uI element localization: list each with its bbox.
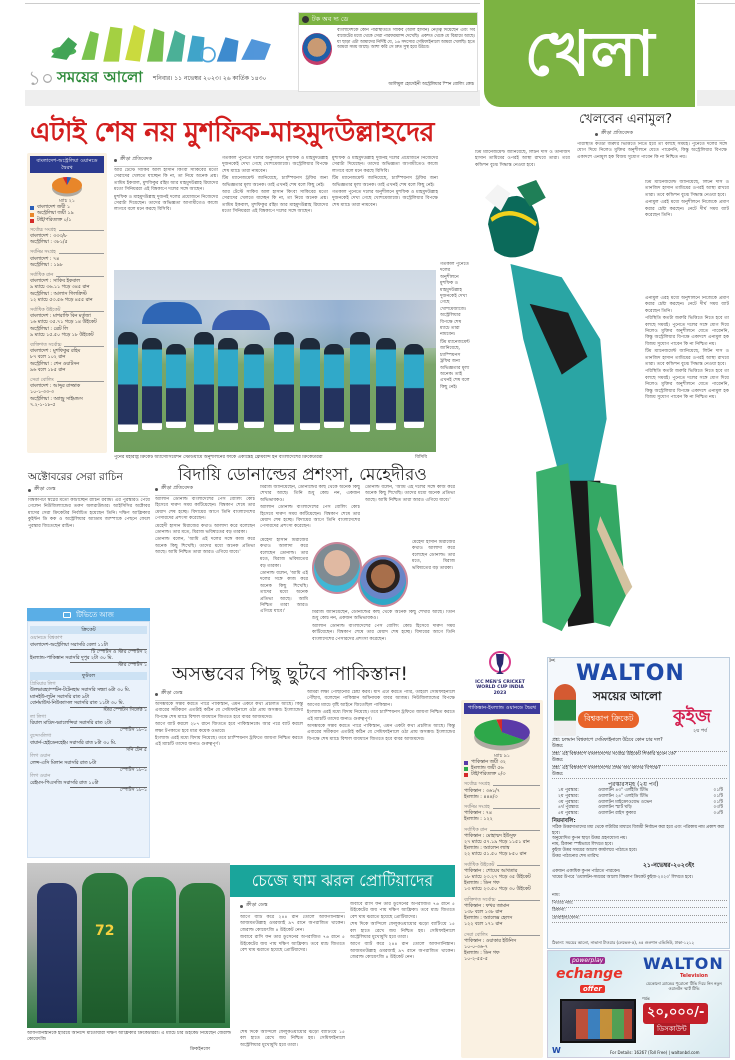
lead-body-col-3: মুশফিক ও মাহমুদউল্লাহ দুজনই দলের প্রয়োজনে নিজেদের সেরাটা দিয়েছেন। তাদের অভিজ্ঞতা আগামীতেও কাজে লাগবে বলে মনে করছে বিসিবি। টিম ম্যানেজমেন্ট জানিয়েছে, চ্যাম্পিয়নস ট্রফির জন্য অভিজ্ঞতার মূল্য অনেক। তাই এখনই শেষ বলে কিছু নেই। গতকাল পুনেতে দলের অনুশীলনে মুশফিক ও মাহমুদউল্লাহ দুজনকেই দেখা গেছে খোশমেজাজে। অস্ট্রেলিয়ার বিপক্ষে শেষ ম্যাচে তারা নামবেন। bbox=[332, 156, 438, 208]
apple-icon bbox=[302, 16, 309, 23]
form-field[interactable]: মোবাইল/ফোন: bbox=[552, 916, 727, 924]
stat-section-title: সর্বাধিক উইকেট bbox=[464, 863, 540, 869]
cricketer-illustration bbox=[554, 684, 576, 736]
prize-item: ওয়ালটন ৪৩" এলইডি টিভি bbox=[598, 788, 649, 793]
prizes-list bbox=[558, 788, 723, 817]
tv-competition: লা লিগা bbox=[30, 714, 46, 720]
tv-guide-category: ক্রিকেট bbox=[30, 626, 147, 634]
bd-aus-pie-chart bbox=[30, 174, 104, 198]
quiz-question: প্রশ্ন: এই বিশ্বকাপে বাংলাদেশের প্রথম জয় কাদের বিপক্ষে? bbox=[552, 765, 661, 771]
story2-body: বিশ্বকাপটা স্বপ্নের মতো কাটাচ্ছেন রাচিন রবীন্দ্র। এর পুরস্কারও পেয়ে গেলেন নিউজিল্যান্ডের তরুণ অলরাউন্ডার। আইসিসির অক্টোবর মাসের সেরা ক্রিকেটার নির্বাচিত হয়েছেন তিনি। দক্ষিণ আফ্রিকার কুইন্টন ডি কক ও অস্ট্রেলিয়ার অ্যাডাম জাম্পাকে পেছনে ফেলে পুরস্কার জিতেছেন রাচিন। bbox=[28, 498, 150, 529]
bd-aus-matches: ম্যাচ ২১ bbox=[59, 199, 75, 204]
rule-item: নাম, ঠিকানা স্পষ্টভাবে লিখতে হবে। bbox=[552, 842, 613, 848]
stat-line: ইংল্যান্ড : অ্যালেক্স হেলস bbox=[464, 916, 513, 922]
stat-line: ১০-১-৩৩-৩ bbox=[30, 390, 54, 396]
stat-line: ২৭ ম্যাচে ৫৭.১৯ গড়ে ১১৫১ রান bbox=[464, 839, 530, 845]
walton-w-logo: W bbox=[552, 1046, 561, 1055]
stat-line: ৮৭ বলে ১০২ রান bbox=[30, 355, 66, 361]
tv-match: ইংল্যান্ড-পাকিস্তান সরাসরি দুপুর ২টা ৩০ মি. bbox=[30, 656, 113, 662]
tv-screen-tiles bbox=[576, 1009, 632, 1039]
stat-line: ইংল্যান্ড : অ্যালেন ল্যাম্ব bbox=[464, 846, 510, 852]
stat-section-title: সর্বনিম্ন সংগ্রহ bbox=[30, 250, 104, 256]
stat-line: ইংল্যান্ড : ডিন গফ bbox=[464, 881, 500, 887]
trophy-icon bbox=[488, 650, 512, 676]
date-line: শনিবার। ১১ নভেম্বর ২০২৩। ২৬ কার্তিক ১৪৩০ bbox=[153, 75, 267, 82]
pak-eng-pie-chart bbox=[465, 716, 539, 752]
right-story-body: পরিস্থিতি কতটা জরুরি ভিত্তিতে নিতে হবে তা বলছে সময়ই। পুনেতে দলের সঙ্গে যোগ দিয়ে নিলেও মুক্তির অনুশীলনে যেতে পারেননি, কিন্তু অস্ট্রেলিয়ার বিপক্ষে একাদশে এনামুল হক বিজয় সুযোগ পাবেন কি না নিশ্চিত নয়। bbox=[577, 142, 727, 160]
bd-aus-stats-title: বাংলাদেশ-অস্ট্রেলিয়া ওয়ানডে দ্বৈরথ bbox=[30, 156, 104, 173]
stat-section-title: সর্বাধিক রান bbox=[30, 273, 104, 279]
world-cup-logo bbox=[470, 650, 530, 698]
form-field[interactable]: পিতার নাম: bbox=[552, 901, 727, 909]
tv-competition: লিগ ওয়ান bbox=[30, 774, 51, 780]
stat-line: ৯ ম্যাচে ৩৬.১১ গড়ে ৩৪৫ রান bbox=[30, 285, 90, 291]
prize-qty: ০১টি bbox=[713, 788, 723, 793]
donald-portrait bbox=[312, 542, 362, 594]
tv-channel: স্পোর্টস ১৮-১ bbox=[70, 727, 147, 734]
sports-silhouettes-illustration bbox=[40, 18, 280, 66]
story5-body-col-2: জবাবে রাসি ফন ডার ডুসেনের অপরাজিত ৭৬ রানে ৫ উইকেটের জয় পায় দক্ষিণ আফ্রিকা। তবে ম্যাচ জিততে বেশ ঘাম ঝরাতে হয়েছে প্রোটিয়াদের। শেষ দিকে আন্দিলে ফেলুকওয়ায়োর ঝড়ো ব্যাটিংয়ে ১৫ বল হাতে রেখে জয় নিশ্চিত হয়। সেমিফাইনালে অস্ট্রেলিয়ার মুখোমুখি হবে তারা। আগে ব্যাট করে ২৪৪ রান তোলে আফগানিস্তান। আজমতউল্লাহ ওমরজাই ৯৭ রানে অপরাজিত থাকেন। জেরাল্ড কোয়েৎজি ৪ উইকেট নেন। bbox=[350, 902, 455, 961]
tv-match: ম্যানইউ-লুটন সরাসরি রাত ৯টা bbox=[30, 694, 90, 700]
legend-label: টাই/পরিত্যক্ত ০/৩ bbox=[471, 772, 506, 778]
stat-line: ১২ ম্যাচে ৫৩.৫৬ গড়ে ৪৫৫ রান bbox=[30, 297, 93, 303]
stat-line: অস্ট্রেলিয়া : আলাস গিলক্রিস্ট bbox=[30, 291, 87, 297]
tv-channel: স্পোর্টস ১৮-১ bbox=[70, 767, 147, 774]
prize-row bbox=[558, 811, 723, 817]
right-story-headline: খেলবেন এনামুল? bbox=[579, 112, 673, 127]
story5-headline-band bbox=[230, 865, 455, 897]
rule-item: খামের উপরে 'ওয়ালটন-সময়ের আলো বিশ্বকাপ ক্রিকেট কুইজ-২০২৩' লিখতে হবে। bbox=[552, 874, 693, 880]
form-field[interactable]: নাম: bbox=[552, 893, 727, 901]
stat-line: ৯৬ বলে ১৮৫ রান bbox=[30, 367, 66, 373]
tv-product: Television bbox=[680, 973, 708, 979]
tv-match: বোর্নমাউথ-নিউক্যাসল সরাসরি রাত ১১টা ৩০ মি. bbox=[30, 700, 125, 706]
tv-channel: স্টার স্পোর্টস ১ bbox=[70, 662, 147, 669]
stat-line: ২২ ম্যাচে ৫১.৫০ গড়ে ৮৫০ রান bbox=[464, 852, 527, 858]
masthead-bottom-band bbox=[25, 90, 480, 106]
prize-rank: ৫ম পুরস্কার: bbox=[558, 811, 579, 817]
discount-label: পর্যন্ত bbox=[642, 996, 650, 1001]
right-story-body-col-3: এনামুল এরই মধ্যে অনুশীলনে নিজেকে প্রমাণ করার চেষ্টা করছেন। নেটে দীর্ঘ সময় ব্যাট করেছেন তিনি। পরিস্থিতি কতটা জরুরি ভিত্তিতে নিতে হবে তা বলছে সময়ই। পুনেতে দলের সঙ্গে যোগ দিয়ে নিলেও মুক্তির অনুশীলনে যেতে পারেননি, কিন্তু অস্ট্রেলিয়ার বিপক্ষে একাদশে এনামুল হক বিজয় সুযোগ পাবেন কি না নিশ্চিত নয়। টিম ম্যানেজমেন্ট জানিয়েছে, লিটন দাস ও তানজিদ হাসান তামিমের ওপরই আস্থা রাখবে তারা। তবে কন্ডিশন বুঝে সিদ্ধান্ত নেওয়া হবে। পরিস্থিতি কতটা জরুরি ভিত্তিতে নিতে হবে তা বলছে সময়ই। পুনেতে দলের সঙ্গে যোগ দিয়ে নিলেও মুক্তির অনুশীলনে যেতে পারেননি, কিন্তু অস্ট্রেলিয়ার বিপক্ষে একাদশে এনামুল হক বিজয় সুযোগ পাবেন কি না নিশ্চিত নয়। bbox=[645, 296, 729, 401]
lead-headline: এটাই শেষ নয় মুশফিক-মাহমুদউল্লাহদের bbox=[30, 117, 435, 148]
player bbox=[132, 877, 176, 1023]
quote-attribution: আলিমুল হোসেইনী অস্ট্রেলিয়ার স্পিন বোলিং কোচ bbox=[388, 82, 474, 87]
player-figure bbox=[142, 338, 162, 430]
legend-label: টাই/পরিত্যক্ত ০/১ bbox=[37, 217, 72, 223]
talk-of-the-day-title: টক অব দ্য ডে bbox=[312, 15, 349, 23]
stat-line: ১৬ ম্যাচে ৩৫.৭১ গড়ে ১৪ উইকেট bbox=[30, 320, 97, 326]
story3-byline: ক্রীড়া প্রতিবেদক bbox=[155, 485, 255, 499]
rule-item: একজন একাধিক কুপন পাঠাতে পারবেন। bbox=[552, 869, 621, 874]
page-number: ১০ bbox=[28, 66, 54, 90]
prize-qty: ০১টি bbox=[713, 799, 723, 805]
stat-line: ইংল্যান্ড : ৪৪৪/৩ bbox=[464, 794, 498, 800]
rule-item: সঠিক উত্তরদাতাদের মধ্য থেকে লটারির মাধ্যমে বিজয়ী নির্বাচন করা হবে এবং পত্রিকায় নাম প্রকাশ করা হবে। bbox=[552, 825, 724, 836]
tv-competition: বুন্দেসলিগা bbox=[30, 734, 52, 740]
tv-listing bbox=[30, 682, 147, 695]
enamul-batting-photo bbox=[472, 180, 640, 640]
tv-competition: প্রিমিয়ার লিগ bbox=[30, 682, 56, 688]
legend-swatch bbox=[30, 206, 34, 210]
prize-item: ওয়ালটন মাইক্রোওয়েভ ওভেন bbox=[598, 799, 652, 805]
legend-label: বাংলাদেশ জয়ী ১ bbox=[37, 205, 71, 211]
legend-label: অস্ট্রেলিয়া জয়ী ১৯ bbox=[37, 211, 74, 217]
stat-line: অস্ট্রেলিয়া : অ্যান্ড্রু সাইমন্ডস bbox=[30, 396, 83, 402]
bd-aus-stats-box bbox=[27, 153, 107, 453]
story4-body-col-1: অসম্ভবকে সম্ভব করতে পারে পাকিস্তান, এমন একটা কথা প্রচলিত আছে। কিন্তু এবারের সমীকরণ এতটাই কঠিন যে সেমিফাইনালে ওঠা প্রায় অসম্ভব। ইংল্যান্ডের বিপক্ষে শেষ ম্যাচে বিশাল ব্যবধানে জিততে হবে বাবর আজমদের। আগে ব্যাট করলে ২৮৭ রানে জিততে হবে পাকিস্তানকে। আর পরে ব্যাট করলে লক্ষ্য টপকাতে হবে মাত্র কয়েক ওভারে। ইংল্যান্ড এরই মধ্যে বিদায় নিয়েছে। তবে চ্যাম্পিয়নস ট্রফিতে জায়গা নিশ্চিত করতে এই ম্যাচটি তাদের জন্যও গুরুত্বপূর্ণ। bbox=[155, 702, 303, 748]
story5-body-col-1: আগে ব্যাট করে ২৪৪ রান তোলে আফগানিস্তান। আজমতউল্লাহ ওমরজাই ৯৭ রানে অপরাজিত থাকেন। জেরাল্ড কোয়েৎজি ৪ উইকেট নেন। জবাবে রাসি ফন ডার ডুসেনের অপরাজিত ৭৬ রানে ৫ উইকেটের জয় পায় দক্ষিণ আফ্রিকা। তবে ম্যাচ জিততে বেশ ঘাম ঝরাতে হয়েছে প্রোটিয়াদের। bbox=[240, 915, 345, 954]
legend-swatch bbox=[464, 773, 468, 777]
tv-listing bbox=[30, 701, 147, 715]
section-title-side-band bbox=[697, 90, 735, 106]
right-story-body-col-1: টিম ম্যানেজমেন্ট জানিয়েছে, লিটন দাস ও তানজিদ হাসান তামিমের ওপরই আস্থা রাখবে তারা। তবে কন্ডিশন বুঝে সিদ্ধান্ত নেওয়া হবে। এনামুল এরই মধ্যে অনুশীলনে নিজেকে প্রমাণ করার চেষ্টা করছেন। নেটে দীর্ঘ সময় ব্যাট করেছেন তিনি। bbox=[645, 180, 729, 219]
lead-byline: ক্রীড়া প্রতিবেদক bbox=[114, 156, 218, 170]
discount-word: ডিসকাউন্ট bbox=[654, 1023, 690, 1035]
quiz-question: প্রশ্ন: চলমান বিশ্বকাপে সেমিফাইনালে উঠবে কোন চার দল? bbox=[552, 738, 663, 743]
stat-line: পাকিস্তান : ৩৬১/৭ bbox=[464, 788, 500, 794]
tv-guide-title: টিভিতে আজ bbox=[76, 610, 114, 619]
story3-body-col-2: মিরাজ জানিয়েছেন, ডোনাল্ডের কাছ থেকে অনেক কিছু শেখার আছে। তিনি শুধু কোচ নন, একজন অভিভাবকও। অ্যালান ডোনাল্ড বাংলাদেশের পেস বোলিং কোচ হিসেবে দারুণ সময় কাটিয়েছেন। বিশ্বকাপ শেষে তার মেয়াদ শেষ হচ্ছে। বিদায়ের আগে তিনি বাংলাদেশের পেসারদের প্রশংসা করেছেন। bbox=[260, 485, 360, 530]
player-figure bbox=[376, 338, 396, 430]
quiz-answer-field[interactable]: উত্তর: bbox=[552, 758, 727, 765]
lead-body-col-2: গতকাল পুনেতে দলের অনুশীলনে মুশফিক ও মাহমুদউল্লাহ দুজনকেই দেখা গেছে খোশমেজাজে। অস্ট্রেলিয়ার বিপক্ষে শেষ ম্যাচে তারা নামবেন। টিম ম্যানেজমেন্ট জানিয়েছে, চ্যাম্পিয়নস ট্রফির জন্য অভিজ্ঞতার মূল্য অনেক। তাই এখনই শেষ বলে কিছু নেই। আর টেস্টে সাকিব আল হাসান কিংবা সাকিবের মতো সেরাদের খেলতে যাচ্ছেন কি না, তা নিয়ে অনেক প্রশ্ন। তামিম ইকবাল, মুশফিকুর রহিম আর মাহমুদউল্লাহ রিয়াদের মতো সিনিয়ররা এই বিশ্বকাপে দলের সঙ্গে আছেন। bbox=[222, 156, 328, 215]
stat-line: বাংলাদেশ : সাকিব ইকবাল bbox=[30, 279, 81, 285]
batsman-cutout bbox=[472, 180, 640, 640]
prize-qty: ০৩টি bbox=[713, 805, 723, 811]
rule-item: কুইজ উত্তর সময়ের আলো কার্যালয়ে পাঠাতে হবে। bbox=[552, 847, 638, 853]
player-figure bbox=[194, 332, 214, 432]
legend-label: পাকিস্তান জয়ী ৩২ bbox=[471, 759, 506, 765]
walton-tv-ad bbox=[547, 950, 730, 1058]
story4-body-col-2: আমরা লক্ষ্য পৌঁছানোর চেষ্টা করব। যদি এটা করতে পারি, তাহলে সেমিফাইনালে পৌঁছাব, বলেছেন পাকিস্তান অধিনায়ক বাবর আজম। নিউজিল্যান্ডের বিপক্ষে আগের ম্যাচে বৃষ্টি আইনে জিতেছিল পাকিস্তান। ইংল্যান্ড এরই মধ্যে বিদায় নিয়েছে। তবে চ্যাম্পিয়নস ট্রফিতে জায়গা নিশ্চিত করতে এই ম্যাচটি তাদের জন্যও গুরুত্বপূর্ণ। অসম্ভবকে সম্ভব করতে পারে পাকিস্তান, এমন একটা কথা প্রচলিত আছে। কিন্তু এবারের সমীকরণ এতটাই কঠিন যে সেমিফাইনালে ওঠা প্রায় অসম্ভব। ইংল্যান্ডের বিপক্ষে শেষ ম্যাচে বিশাল ব্যবধানে জিততে হবে বাবর আজমদের। bbox=[307, 690, 455, 742]
quiz-part: ২য় পর্ব bbox=[693, 728, 707, 734]
tv-channel: সনি টেন ৫ bbox=[70, 747, 147, 754]
story5-byline: ক্রীড়া ডেস্ক bbox=[240, 902, 345, 916]
tv-match: লেন্স-এসি মিলান সরাসরি রাত ৮টা bbox=[30, 760, 97, 766]
lead-body-col-1: আর টেস্টে সাকিব আল হাসান কিংবা সাকিবের মতো সেরাদের খেলতে যাচ্ছেন কি না, তা নিয়ে অনেক প্রশ্ন। তামিম ইকবাল, মুশফিকুর রহিম আর মাহমুদউল্লাহ রিয়াদের মতো সিনিয়ররা এই বিশ্বকাপে দলের সঙ্গে আছেন। মুশফিক ও মাহমুদউল্লাহ দুজনই দলের প্রয়োজনে নিজেদের সেরাটা দিয়েছেন। তাদের অভিজ্ঞতা আগামীতেও কাজে লাগবে বলে মনে করছে বিসিবি। bbox=[114, 168, 218, 213]
prize-rank: ৩য় পুরস্কার: bbox=[558, 799, 580, 805]
player-figure bbox=[166, 344, 186, 428]
legend-item bbox=[464, 772, 540, 778]
umbrella bbox=[212, 310, 270, 330]
prizes-title: পুরস্কারসমূহ (২য় পর্ব) bbox=[608, 781, 659, 788]
quiz-address: ঠিকানা: সময়ের আলো, নাভানা টাওয়ার (লেভেল-৫), ৪৫ গুলশান এভিনিউ, ঢাকা-১২১২ bbox=[552, 940, 695, 945]
story5-body-col-0: শেষ দিকে আন্দিলে ফেলুকওয়ায়োর ঝড়ো ব্যাটিংয়ে ১৫ বল হাতে রেখে জয় নিশ্চিত হয়। সেমিফাইনালে অস্ট্রেলিয়ার মুখোমুখি হবে তারা। bbox=[240, 1030, 345, 1048]
player-figure bbox=[300, 338, 320, 430]
walton-quiz-ad bbox=[547, 657, 730, 949]
stat-line: বাংলাদেশ : আব্দুর রাজ্জাক bbox=[30, 384, 80, 390]
stat-line: ১৩ ম্যাচে ২৩.৫০ গড়ে ৩০ উইকেট bbox=[464, 887, 531, 893]
umbrella bbox=[142, 302, 202, 324]
jersey-number: 72 bbox=[95, 923, 115, 939]
section-title-side-rule bbox=[697, 3, 735, 4]
stat-line: অস্ট্রেলিয়া : ১৯৮ bbox=[30, 262, 63, 268]
pak-eng-stats-title: পাকিস্তান-ইংল্যান্ড ওয়ানডে দ্বৈরথ bbox=[464, 703, 540, 714]
world-cup-logo-text: ICC MEN'S CRICKET WORLD CUP INDIA 2023 bbox=[475, 680, 525, 696]
stat-line: পাকিস্তান : ৭৪ bbox=[464, 811, 492, 817]
quote-avatar bbox=[302, 33, 332, 65]
promo-sub: offer bbox=[580, 985, 605, 993]
stat-line: বাংলাদেশ : ৩৩৩/৮ bbox=[30, 234, 68, 240]
player-figure bbox=[244, 344, 264, 428]
lead-photo-credit: বিসিবি bbox=[415, 455, 428, 460]
tv-guide bbox=[27, 608, 150, 858]
stat-line: অস্ট্রেলিয়া : শেন ওয়াটসন bbox=[30, 361, 80, 367]
quiz-brand: WALTON bbox=[576, 661, 685, 686]
player bbox=[82, 873, 128, 1023]
tv-listing bbox=[30, 754, 147, 774]
tv-listing bbox=[30, 715, 147, 735]
stat-line: বাংলাদেশ : মুশফিকুর রহিম bbox=[30, 349, 81, 355]
player bbox=[179, 883, 225, 1023]
extra-rules bbox=[552, 869, 727, 880]
stat-line: অস্ট্রেলিয়া : ৩৮১/৫ bbox=[30, 240, 68, 246]
quiz-questions bbox=[552, 738, 727, 779]
stat-section-title: সর্বাধিক রান bbox=[464, 828, 540, 834]
stat-section-title: সেরা বোলিং bbox=[464, 933, 540, 939]
story5-photo-credit: ক্রিকইনফো bbox=[190, 1047, 211, 1052]
form-field[interactable]: ঠিকানা: bbox=[552, 908, 727, 916]
tv-match: বাংলাদেশ-অস্ট্রেলিয়া সরাসরি বেলা ১১টা bbox=[30, 642, 108, 648]
stat-line: ইংল্যান্ড : ১২২ bbox=[464, 817, 493, 823]
tv-channel: স্টার স্পোর্টস সিলেক্ট ১ bbox=[70, 707, 147, 714]
tv-ad-footer: For Details: 16267 (Toll Free) | waltonbd.com bbox=[610, 1050, 700, 1055]
legend-label: ইংল্যান্ড জয়ী ৫৬ bbox=[471, 765, 504, 771]
quiz-newspaper: সময়ের আলো bbox=[593, 689, 662, 703]
prize-rank: ১ম পুরস্কার: bbox=[558, 788, 579, 793]
legend-swatch bbox=[30, 213, 34, 217]
player-figure bbox=[350, 332, 370, 432]
story2-byline: ক্রীড়া ডেস্ক bbox=[28, 486, 148, 500]
tv-match: উলভারহ্যাম্পটন-টটেনহাম সরাসরি সন্ধ্যা ৬টা ৩০ মি. bbox=[30, 688, 131, 694]
masthead-top-rule bbox=[25, 3, 480, 4]
stat-section-title: সেরা বোলিং bbox=[30, 378, 104, 384]
lead-photo-caption: পুনের মহারাষ্ট্র ক্রিকেট অ্যাসোসিয়েশন স্টেডিয়ামে অনুশীলনের ফাঁকে একান্তেই ফ্রেমবন্দি হন বাংলাদেশের ক্রিকেটাররা bbox=[114, 455, 323, 460]
story2-headline: অক্টোবরের সেরা রাচিন bbox=[28, 471, 123, 483]
legend-swatch bbox=[464, 761, 468, 765]
quiz-deadline: ২১-নভেম্বর-২০২৩ইং bbox=[643, 862, 695, 869]
tv-listing bbox=[30, 656, 147, 670]
form-fields bbox=[552, 893, 727, 923]
section-title-badge bbox=[484, 0, 695, 107]
tv-listing bbox=[30, 636, 147, 656]
prize-qty: ০৫টি bbox=[713, 811, 723, 817]
stat-line: পাকিস্তান : শোয়েব আখতার bbox=[464, 868, 518, 874]
tv-brand: WALTON bbox=[643, 954, 724, 973]
player-figure bbox=[118, 332, 138, 432]
story3-headline: বিদায়ি ডোনাল্ডের প্রশংসা, মেহেদীরও bbox=[178, 465, 427, 485]
stat-line: পাকিস্তান : ওয়াকার ইউনিস bbox=[464, 938, 517, 944]
stat-section-title: সর্বনিম্ন সংগ্রহ bbox=[464, 805, 540, 811]
quiz-answer-field[interactable]: উত্তর: bbox=[552, 744, 727, 751]
stat-section-title: সর্বাধিক উইকেট bbox=[30, 308, 104, 314]
pak-eng-stats-box bbox=[461, 700, 543, 1058]
quiz-question: প্রশ্ন: এই বিশ্বকাপে বাংলাদেশের সর্বোচ্চ উইকেট শিকারি হবেন কে? bbox=[552, 751, 677, 757]
tv-copy: যেকোনো ব্র্যান্ডের পুরোনো টিভি দিয়ে নিন নতুন ওয়ালটন স্মার্ট টিভি bbox=[646, 981, 722, 991]
stat-line: ৯ ম্যাচে ১৫.৫০ গড়ে ১৮ উইকেট bbox=[30, 332, 94, 338]
rule-item: উত্তর পাঠানোর শেষ তারিখ: bbox=[552, 853, 600, 859]
story3-body-col-1: অ্যালান ডোনাল্ড বাংলাদেশের পেস বোলিং কোচ হিসেবে দারুণ সময় কাটিয়েছেন। বিশ্বকাপ শেষে তার মেয়াদ শেষ হচ্ছে। বিদায়ের আগে তিনি বাংলাদেশের পেসারদের প্রশংসা করেছেন। মেহেদী হাসান মিরাজের কথাও আলাদা করে বলেছেন ডোনাল্ড। তার মতে, মিরাজ ভবিষ্যতের বড় তারকা। ডোনাল্ড বলেন, 'আমি এই দলের সঙ্গে কাজ করে অনেক কিছু শিখেছি। তাদের মধ্যে অনেক প্রতিভা আছে। আমি নিশ্চিত তারা আরও এগিয়ে যাবে।' bbox=[155, 497, 255, 556]
prize-item: ওয়ালটন ২৪" এলইডি টিভি bbox=[598, 793, 649, 799]
stat-line: অস্ট্রেলিয়া : ব্রেট লি bbox=[30, 326, 68, 332]
prize-rank: ২য় পুরস্কার: bbox=[558, 793, 580, 799]
stat-line: ১৩৮ বলে ১৩৮ রান bbox=[464, 909, 503, 915]
tv-guide-header bbox=[27, 608, 150, 621]
tv-listing bbox=[30, 774, 147, 794]
legend-swatch bbox=[30, 219, 34, 223]
section-title: খেলা bbox=[524, 16, 655, 90]
bangladesh-team-training-photo bbox=[114, 270, 436, 452]
tv-listing bbox=[30, 734, 147, 754]
tv-icon bbox=[63, 612, 71, 618]
tv-channel: টি স্পোর্টস ও স্টার স্পোর্টস ২ bbox=[70, 649, 147, 656]
legend-item bbox=[30, 218, 104, 224]
stat-line: ১৮ ম্যাচে ২৩.২৭ গড়ে ৩৫ উইকেট bbox=[464, 874, 531, 880]
tv-set-image bbox=[560, 999, 636, 1043]
tv-competition: ওয়ানডে বিশ্বকাপ bbox=[30, 636, 63, 642]
stat-section-title: সর্বোচ্চ সংগ্রহ bbox=[30, 228, 104, 234]
stat-line: ৭.২-১-১৮-৫ bbox=[30, 402, 56, 408]
player-figure bbox=[274, 332, 294, 432]
quote-text: বাংলাদেশকে কোন পরিস্থিতিতে সাকিব (আল হাসান) নেতৃত্ব দিয়েছেন এবং সব বাজেটের মধ্যে থেকে সেরা পারফরম্যান্স দেখেছি। একশত থেকে যে বিশ্রামে আছে। যা ছাড়া এটা আমাদের নির্দিষ্ট যে, ১৬ সদস্যের সেমিফাইনালে আমরা খেলছি। হতে আমরা সময় আছে। আশা করি সে দ্রুত সুস্থ হয়ে উঠবে। bbox=[337, 28, 475, 51]
right-story-byline: ক্রীড়া প্রতিবেদক bbox=[595, 130, 725, 144]
south-africa-players-photo bbox=[27, 863, 230, 1028]
tv-match: রিয়াল মাদ্রিদ-ভ্যালেন্সিয়া সরাসরি রাত ২টা bbox=[30, 720, 112, 726]
rules-list bbox=[552, 825, 727, 859]
stat-line: পাকিস্তান : ফখর জামান bbox=[464, 903, 510, 909]
story4-headline: অসম্ভবের পিছু ছুটবে পাকিস্তান! bbox=[172, 663, 408, 685]
promo-top: powerplay bbox=[572, 957, 604, 964]
promo-main: echange bbox=[556, 966, 623, 982]
tv-guide-category: ফুটবল bbox=[30, 672, 147, 680]
tv-competition: লিগ ওয়ান bbox=[30, 754, 51, 760]
stat-line: বাংলাদেশ : মাশরাফি বিন মর্তুজা bbox=[30, 314, 91, 320]
player bbox=[37, 883, 77, 1023]
prize-item: ওয়ালটন রাইস কুকার bbox=[598, 811, 636, 817]
stat-section-title: সর্বোচ্চ সংগ্রহ bbox=[464, 782, 540, 788]
prize-qty: ০১টি bbox=[713, 793, 723, 799]
mehedi-portrait bbox=[358, 555, 408, 607]
rule-item: অনুমোদিত কুপন ছাড়া উত্তর গ্রহণযোগ্য নয়। bbox=[552, 836, 627, 842]
rules-title: নিয়মাবলি: bbox=[552, 818, 576, 824]
stat-section-title: ব্যক্তিগত সর্বোচ্চ bbox=[30, 343, 104, 349]
lead-body-col-4: গতকাল পুনেতে দলের অনুশীলনে মুশফিক ও মাহমুদউল্লাহ দুজনকেই দেখা গেছে খোশমেজাজে। অস্ট্রেলিয়ার বিপক্ষে শেষ ম্যাচে তারা নামবেন। টিম ম্যানেজমেন্ট জানিয়েছে, চ্যাম্পিয়নস ট্রফির জন্য অভিজ্ঞতার মূল্য অনেক। তাই এখনই শেষ বলে কিছু নেই। bbox=[440, 262, 470, 390]
story3-body-col-3: ডোনাল্ড বলেন, 'আমি এই দলের সঙ্গে কাজ করে অনেক কিছু শিখেছি। তাদের মধ্যে অনেক প্রতিভা আছে। আমি নিশ্চিত তারা আরও এগিয়ে যাবে।' bbox=[365, 485, 455, 503]
story5-photo-caption: আফগানিস্তানকে হারিয়ে আনন্দে মাতোয়ারা দক্ষিণ আফ্রিকার ক্রিকেটাররা। এ ম্যাচে চার উইকেট নিয়েছেন জেরাল্ড কোয়েৎজি bbox=[27, 1031, 232, 1042]
player-figure bbox=[324, 344, 344, 428]
tv-channel: স্পোর্টস ১৮-১ bbox=[70, 787, 147, 794]
talk-of-the-day-box bbox=[298, 12, 478, 92]
story4-byline: ক্রীড়া ডেস্ক bbox=[155, 690, 295, 704]
quiz-answer-field[interactable]: উত্তর: bbox=[552, 772, 727, 779]
talk-of-the-day-header bbox=[299, 13, 477, 25]
tv-guide-listing bbox=[27, 621, 150, 858]
discount-amount: ২০,০০০/- bbox=[643, 1003, 708, 1024]
quiz-tag: বিশ্বকাপ ক্রিকেট bbox=[578, 711, 639, 728]
story3-body-col-3b: মিরাজ জানিয়েছেন, ডোনাল্ডের কাছ থেকে অনেক কিছু শেখার আছে। তিনি শুধু কোচ নন, একজন অভিভাবকও। অ্যালান ডোনাল্ড বাংলাদেশের পেস বোলিং কোচ হিসেবে দারুণ সময় কাটিয়েছেন। বিশ্বকাপ শেষে তার মেয়াদ শেষ হচ্ছে। বিদায়ের আগে তিনি বাংলাদেশের পেসারদের প্রশংসা করেছেন। bbox=[312, 610, 455, 642]
stat-line: পাকিস্তান : মোহাম্মদ ইউসুফ bbox=[464, 833, 517, 839]
tv-match: বায়ার্ন-হেইডেনহেইম সরাসরি রাত ৮টা ৩০ মি. bbox=[30, 740, 117, 746]
newspaper-name: সময়ের আলো bbox=[57, 68, 143, 86]
prize-rank: ৪র্থ পুরস্কার: bbox=[558, 805, 580, 811]
scissors-icon: ✂ bbox=[549, 657, 556, 665]
tv-match: রেইমস-পিএসজি সরাসরি রাত ১০টা bbox=[30, 780, 99, 786]
player-figure bbox=[218, 338, 238, 430]
story3-body-col-2b: মেহেদী হাসান মিরাজের কথাও আলাদা করে বলেছেন ডোনাল্ড। তার মতে, মিরাজ ভবিষ্যতের বড় তারকা। ডোনাল্ড বলেন, 'আমি এই দলের সঙ্গে কাজ করে অনেক কিছু শিখেছি। তাদের মধ্যে অনেক প্রতিভা আছে। আমি নিশ্চিত তারা আরও এগিয়ে যাবে।' bbox=[260, 538, 308, 615]
player-figure bbox=[404, 344, 424, 428]
right-story-body-col-2: টিম ম্যানেজমেন্ট জানিয়েছে, লিটন দাস ও তানজিদ হাসান তামিমের ওপরই আস্থা রাখবে তারা। তবে কন্ডিশন বুঝে সিদ্ধান্ত নেওয়া হবে। bbox=[475, 150, 570, 168]
pak-eng-matches: ম্যাচ ৯১ bbox=[494, 753, 510, 759]
stat-line: ১০-২-৫৫-৫ bbox=[464, 957, 488, 963]
story5-headline: চেজে ঘাম ঝরল প্রোটিয়াদের bbox=[251, 870, 434, 890]
story3-body-col-3c: মেহেদী হাসান মিরাজের কথাও আলাদা করে বলেছেন ডোনাল্ড। তার মতে, মিরাজ ভবিষ্যতের বড় তারকা। bbox=[412, 540, 455, 571]
stat-line: ইংল্যান্ড : ডিন গফ bbox=[464, 951, 500, 957]
stat-line: বাংলাদেশ : ৭৪ bbox=[30, 256, 60, 262]
quiz-word: কুইজ bbox=[673, 706, 712, 727]
legend-swatch bbox=[464, 767, 468, 771]
stat-line: ১০-০-৩৬-৭ bbox=[464, 944, 488, 950]
stat-section-title: ব্যক্তিগত সর্বোচ্চ bbox=[464, 898, 540, 904]
prize-item: ওয়ালটন স্মার্ট ঘড়ি bbox=[598, 805, 632, 811]
stat-line: ১২২ বলে ১৭১ রান bbox=[464, 922, 503, 928]
